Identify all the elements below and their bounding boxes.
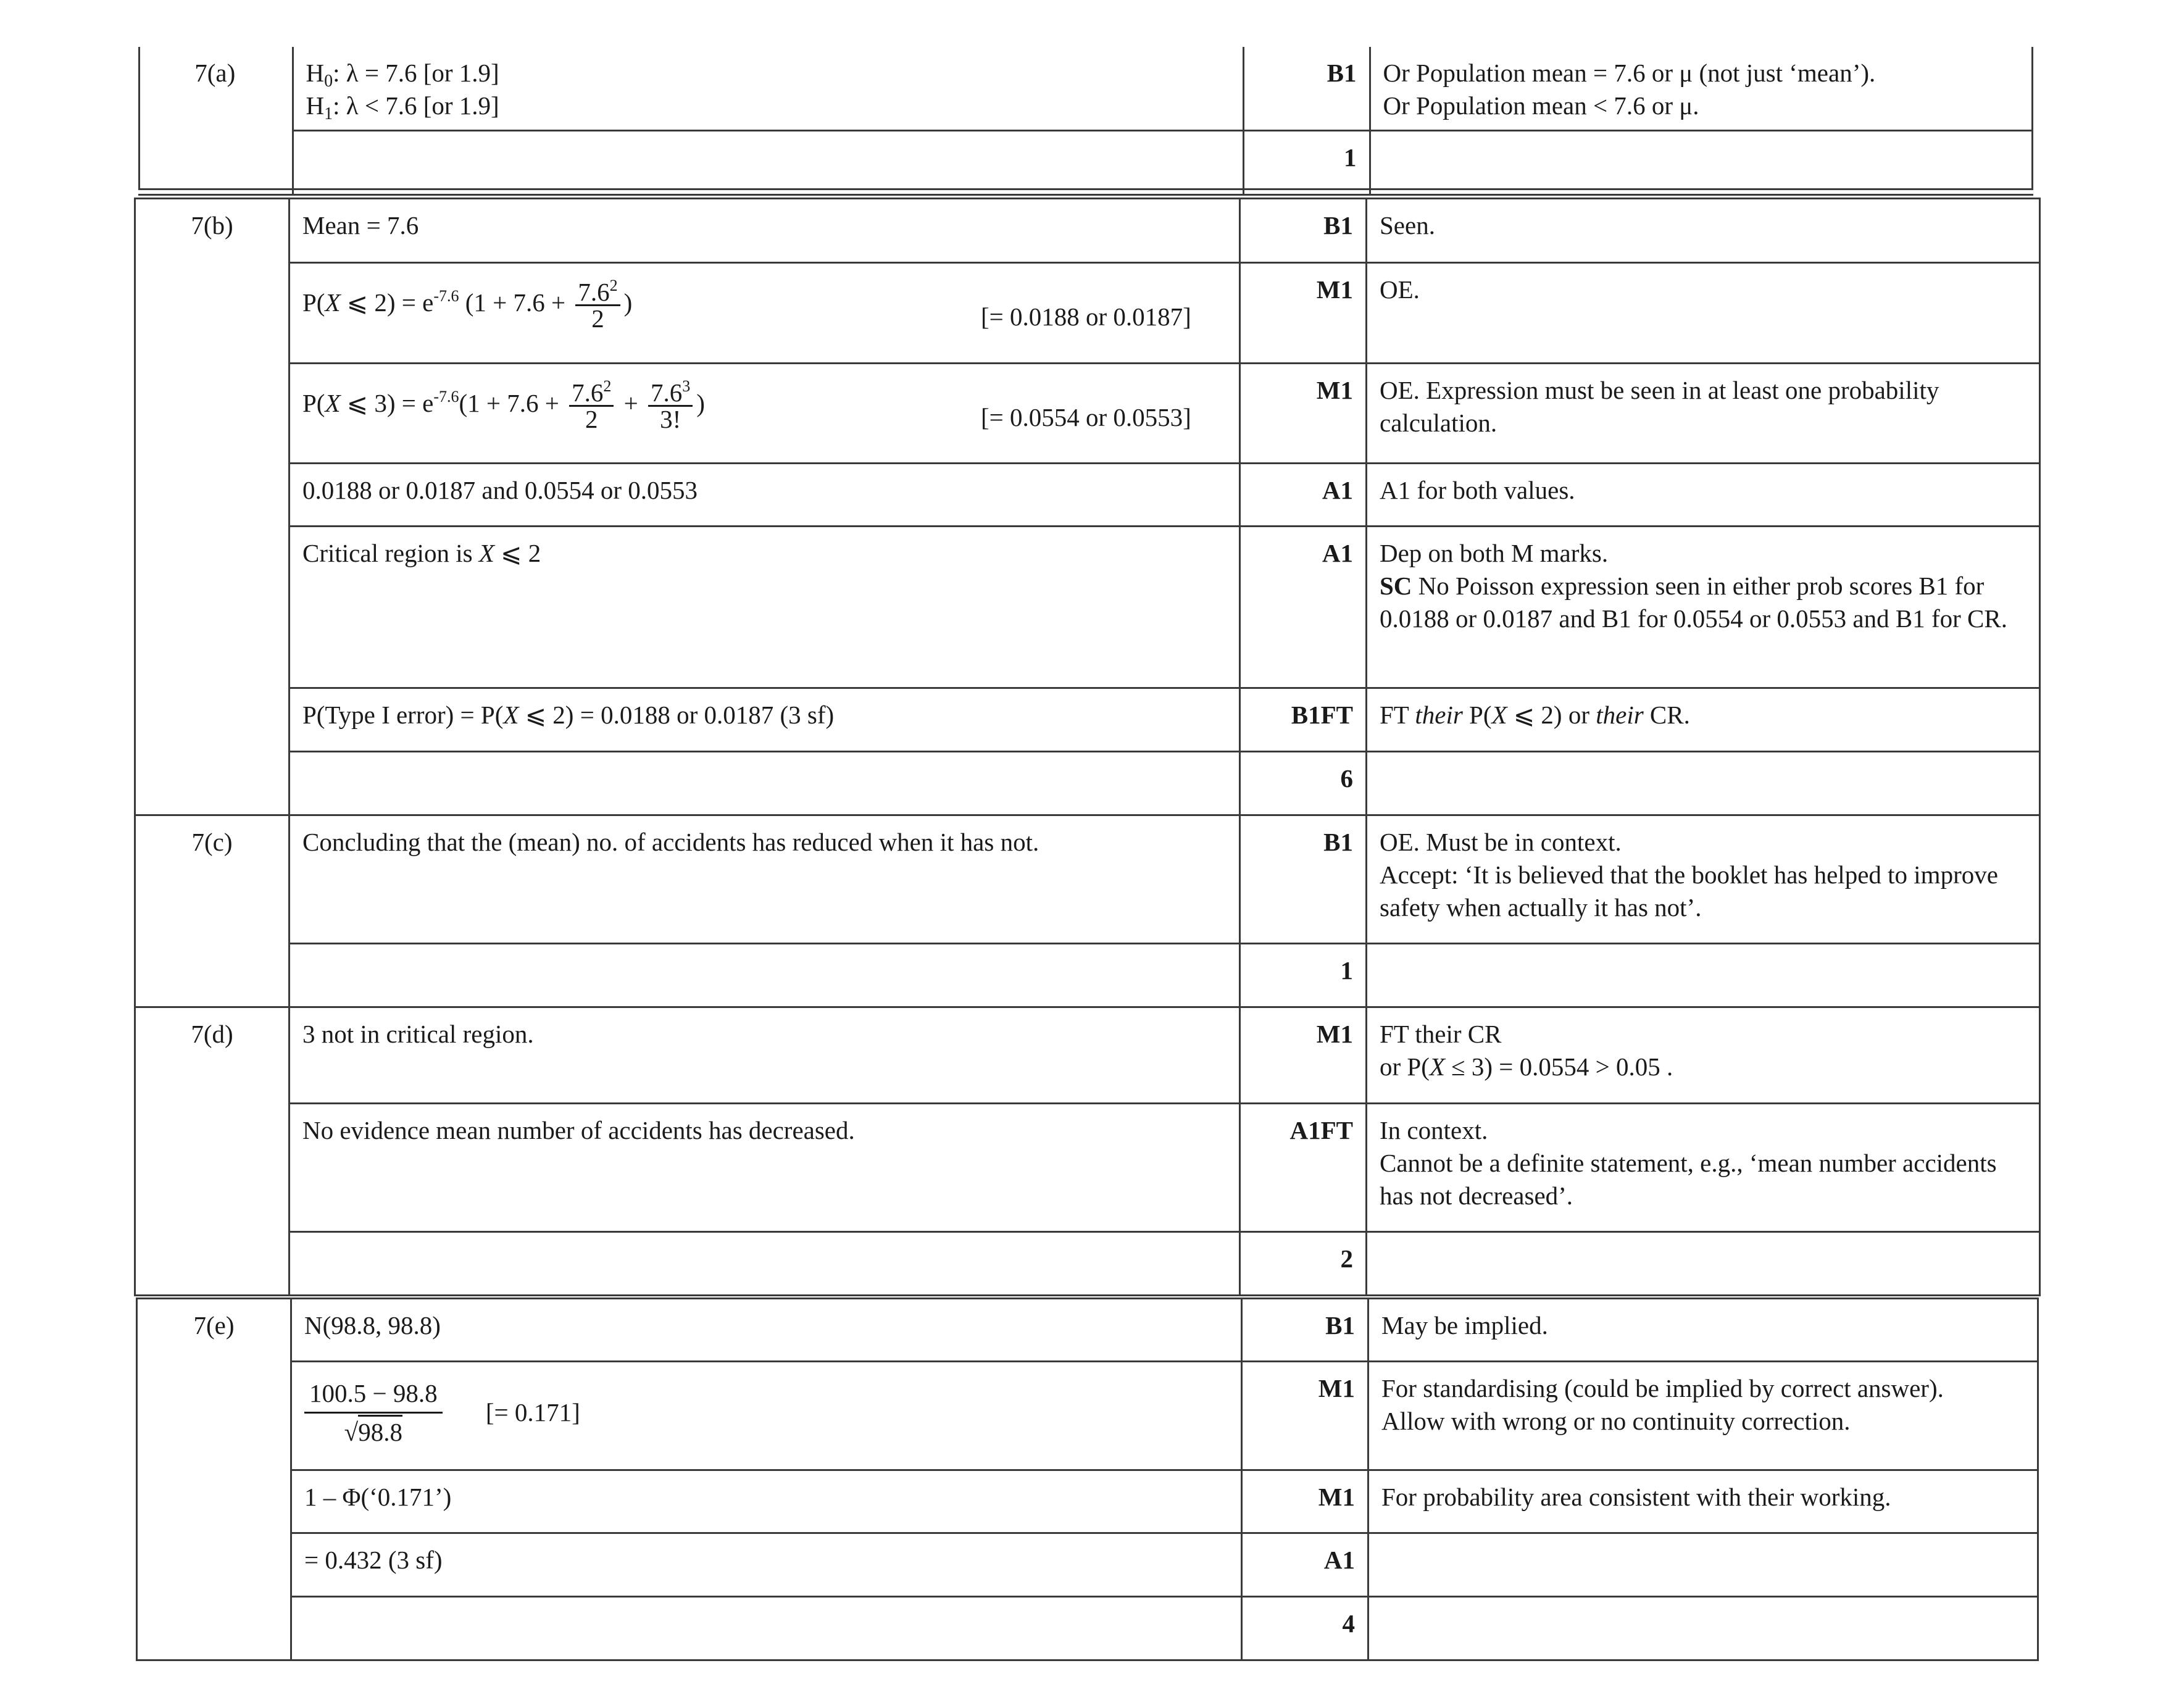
- probability-value: [= 0.0188 or 0.0187]: [981, 302, 1191, 331]
- answer-cell: [289, 263, 1240, 364]
- mark-cell: A1: [1240, 527, 1367, 688]
- empty-cell: [1367, 752, 2040, 815]
- answer-cell: P(Type I error) = P(X ⩽ 2) = 0.0188 or 0.0187 (3 sf): [289, 688, 1240, 752]
- table-7a: [138, 47, 2033, 196]
- poisson-expression-p3: P(X ⩽ $3) = e^{-7.6}(1 + 7.6$ + $\frac{7.6^2}{2}$ + $\frac{7.6^3}{3!}$ ): [302, 377, 705, 433]
- guidance-line: Dep on both M marks.: [1380, 539, 1609, 567]
- empty-cell: [289, 1232, 1240, 1296]
- guidance-line: Cannot be a definite statement, e.g., ‘mean number accidents has not decreased’.: [1380, 1149, 1997, 1210]
- answer-cell: No evidence mean number of accidents has decreased.: [289, 1104, 1240, 1232]
- guidance-cell: [1367, 1007, 2040, 1104]
- empty-cell: [293, 131, 1243, 195]
- mark-cell: M1: [1240, 364, 1367, 464]
- guidance-cell: A1 for both values.: [1367, 464, 2040, 527]
- total-marks: 4: [1242, 1597, 1368, 1660]
- hypothesis-h1: $H_1$: λ < 7.6 [or 1.9]: [306, 91, 499, 123]
- answer-cell: [293, 47, 1243, 131]
- answer-cell: 1 – Φ(‘0.171’): [291, 1470, 1242, 1533]
- mark-cell: B1: [1240, 199, 1367, 263]
- mark-cell: M1: [1240, 263, 1367, 364]
- guidance-cell: [1368, 1362, 2038, 1470]
- question-label: 7(d): [135, 1007, 289, 1296]
- answer-cell: 0.0188 or 0.0187 and 0.0554 or 0.0553: [289, 464, 1240, 527]
- empty-cell: [291, 1597, 1242, 1660]
- mark-cell: B1: [1243, 47, 1370, 131]
- guidance-cell: [1367, 527, 2040, 688]
- answer-cell: 3 not in critical region.: [289, 1007, 1240, 1104]
- mark-cell: M1: [1242, 1362, 1368, 1470]
- empty-cell: [289, 944, 1240, 1007]
- special-case-note: SC No Poisson expression seen in either prob scores B1 for 0.0188 or 0.0187 and B1 for 0.0554 or 0.0553 and B1 for CR.: [1380, 572, 2007, 633]
- block-7a: [138, 47, 2033, 196]
- block-7b-7d: [134, 198, 2039, 1296]
- guidance-line: For standardising (could be implied by correct answer).: [1381, 1374, 1944, 1402]
- total-marks: 1: [1240, 944, 1367, 1007]
- guidance-cell: [1370, 47, 2033, 131]
- guidance-line: Accept: ‘It is believed that the booklet has helped to improve safety when actually it has not’.: [1380, 860, 1998, 922]
- fraction: $\frac{7.6^2}{2}$: [569, 380, 614, 431]
- answer-cell: [289, 364, 1240, 464]
- empty-cell: [1370, 131, 2033, 195]
- guidance-cell: Seen.: [1367, 199, 2040, 263]
- guidance-line: Allow with wrong or no continuity correction.: [1381, 1407, 1851, 1435]
- empty-cell: [1367, 944, 2040, 1007]
- answer-cell: [291, 1362, 1242, 1470]
- guidance-cell: [1367, 815, 2040, 944]
- question-label: 7(b): [135, 199, 289, 815]
- total-marks: 2: [1240, 1232, 1367, 1296]
- guidance-cell: OE. Expression must be seen in at least one probability calculation.: [1367, 364, 2040, 464]
- probability-value: [= 0.0554 or 0.0553]: [981, 403, 1191, 431]
- guidance-cell: May be implied.: [1368, 1299, 2038, 1362]
- rule-left: [138, 47, 140, 190]
- fraction: $\frac{7.6^2}{2}$: [575, 280, 620, 331]
- z-value: [= 0.171]: [485, 1398, 580, 1427]
- guidance-cell: For probability area consistent with their working.: [1368, 1470, 2038, 1533]
- poisson-expression-p2: P(X ⩽ $2) = e^{-7.6}$ (1 + 7.6 + $\frac{7.6^2}{2}$ ): [302, 277, 633, 333]
- guidance-cell: FT their P(X ⩽ 2) or their CR.: [1367, 688, 2040, 752]
- guidance-line: Or Population mean = 7.6 or μ (not just ‘mean’).: [1383, 59, 1876, 87]
- empty-cell: [289, 752, 1240, 815]
- question-label: 7(c): [135, 815, 289, 1007]
- guidance-cell: [1368, 1533, 2038, 1597]
- fraction: $\frac{7.6^3}{3!}$: [648, 380, 693, 431]
- guidance-cell: OE.: [1367, 263, 2040, 364]
- guidance-line: or P(X ≤ 3) = 0.0554 > 0.05 .: [1380, 1052, 1673, 1081]
- empty-cell: [1367, 1232, 2040, 1296]
- guidance-line: OE. Must be in context.: [1380, 828, 1622, 856]
- mark-cell: B1: [1242, 1299, 1368, 1362]
- mark-cell: B1FT: [1240, 688, 1367, 752]
- answer-cell: Mean = 7.6: [289, 199, 1240, 263]
- answer-cell: Critical region is X ⩽ 2: [289, 527, 1240, 688]
- mark-cell: B1: [1240, 815, 1367, 944]
- empty-cell: [1368, 1597, 2038, 1660]
- total-marks: 6: [1240, 752, 1367, 815]
- mark-cell: A1FT: [1240, 1104, 1367, 1232]
- guidance-cell: [1367, 1104, 2040, 1232]
- guidance-line: FT their CR: [1380, 1020, 1502, 1048]
- rule-bottom: [138, 188, 2033, 190]
- hypothesis-h0: $H_0$: λ = 7.6 [or 1.9]: [306, 59, 499, 91]
- rule-right: [2031, 47, 2033, 190]
- table-7b-7d: [134, 198, 2041, 1296]
- mark-cell: A1: [1242, 1533, 1368, 1597]
- guidance-line: Or Population mean < 7.6 or μ.: [1383, 91, 1699, 120]
- question-label: 7(e): [137, 1299, 291, 1660]
- question-label: 7(a): [138, 47, 293, 195]
- standardising-fraction: $\frac{100.5 - 98.8}{√98.8}$: [304, 1375, 443, 1451]
- answer-cell: N(98.8, 98.8): [291, 1299, 1242, 1362]
- answer-cell: = 0.432 (3 sf): [291, 1533, 1242, 1597]
- answer-cell: Concluding that the (mean) no. of accidents has reduced when it has not.: [289, 815, 1240, 944]
- mark-cell: A1: [1240, 464, 1367, 527]
- guidance-line: In context.: [1380, 1116, 1488, 1144]
- total-marks: 1: [1243, 131, 1370, 195]
- table-7e: [136, 1298, 2039, 1661]
- mark-cell: M1: [1240, 1007, 1367, 1104]
- mark-cell: M1: [1242, 1470, 1368, 1533]
- block-7e: [136, 1298, 2037, 1661]
